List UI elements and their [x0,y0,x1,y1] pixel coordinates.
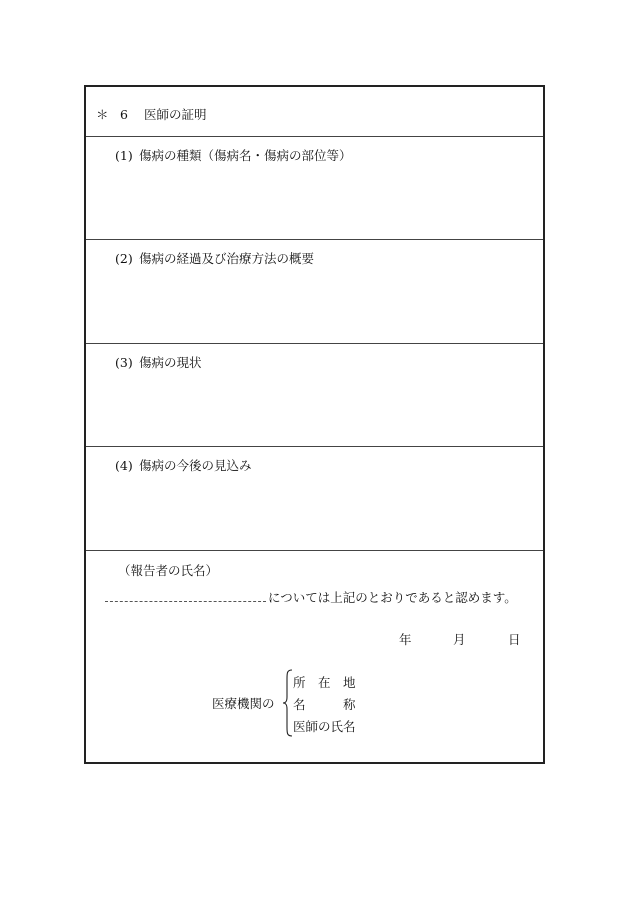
section-title-text: 医師の証明 [144,107,207,122]
asterisk-mark: ＊ [96,107,109,122]
doctor-name-label: 医師の氏名 [293,719,356,734]
item-number: (4) [115,458,133,473]
section-title [96,109,207,122]
date-day-label: 日 [508,632,521,647]
item-label [115,150,352,163]
institution-address-label: 所 在 地 [293,675,356,690]
item-label [115,357,202,370]
item-text: 傷病の経過及び治療方法の概要 [139,251,315,266]
reporter-name-blank-line[interactable] [105,601,266,602]
doctor-certificate-form [84,85,545,764]
date-year-label: 年 [399,632,412,647]
item-number: (2) [115,251,133,266]
item-text: 傷病の種類（傷病名・傷病の部位等） [139,148,352,163]
item-row-prognosis [86,447,543,551]
section-number: 6 [120,107,128,122]
item-number: (1) [115,148,133,163]
item-label [115,460,252,473]
medical-institution-label: 医療機関の [212,696,275,711]
item-row-current-status [86,344,543,447]
item-row-treatment-summary [86,240,543,344]
item-text: 傷病の今後の見込み [139,458,252,473]
item-number: (3) [115,355,133,370]
item-row-injury-type [86,137,543,240]
item-label [115,253,314,266]
institution-name-label: 名 称 [293,697,356,712]
section-header-row [86,87,543,137]
item-text: 傷病の現状 [139,355,202,370]
date-month-label: 月 [453,632,466,647]
reporter-name-label: （報告者の氏名） [118,563,219,578]
certification-statement: については上記のとおりであると認めます。 [268,590,517,605]
